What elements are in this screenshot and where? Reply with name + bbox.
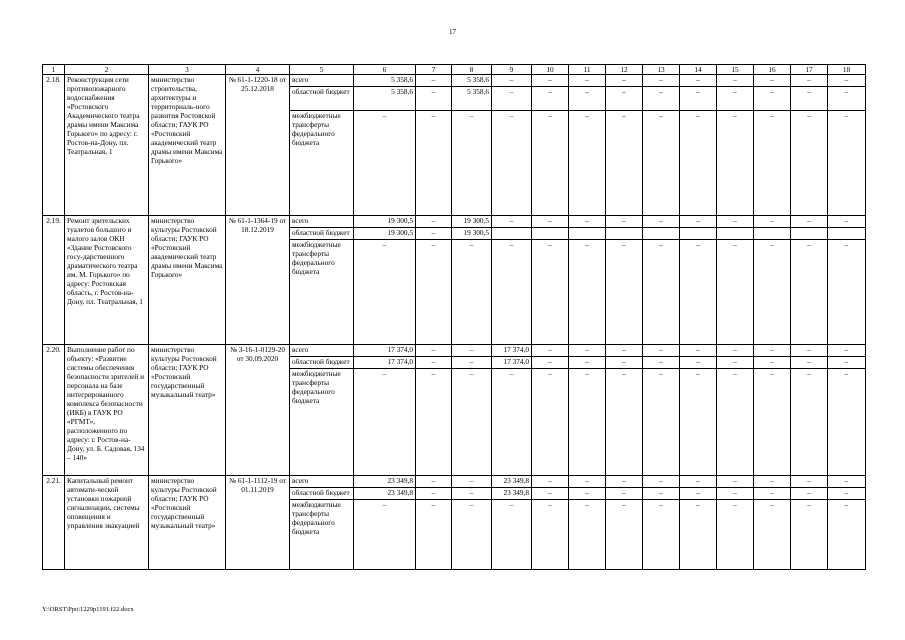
row-number: 2.18. xyxy=(43,75,65,216)
header-cell: 6 xyxy=(354,65,416,75)
value-cell: 17 374,0 xyxy=(492,345,532,357)
value-cell: – xyxy=(569,216,606,228)
value-cell: – xyxy=(754,500,791,570)
value-cell: 23 349,8 xyxy=(354,476,416,488)
row-number: 2.19. xyxy=(43,216,65,345)
value-cell: – xyxy=(754,369,791,476)
value-cell: – xyxy=(828,500,866,570)
document-number: № 3-16-1-0129-20 от 30.09.2020 xyxy=(226,345,290,476)
header-cell: 13 xyxy=(643,65,680,75)
value-cell: – xyxy=(354,369,416,476)
value-cell: – xyxy=(606,357,643,369)
value-cell xyxy=(492,228,532,240)
header-cell: 15 xyxy=(717,65,754,75)
value-cell: – xyxy=(492,240,532,345)
value-cell: – xyxy=(680,75,717,87)
value-cell: – xyxy=(717,476,754,488)
value-cell: – xyxy=(791,111,828,216)
value-cell: – xyxy=(643,111,680,216)
funding-source: всего xyxy=(290,476,354,488)
value-cell xyxy=(680,228,717,240)
value-cell: – xyxy=(717,345,754,357)
value-cell: – xyxy=(828,75,866,87)
value-cell: – xyxy=(569,476,606,488)
object-name: Выполнение работ по объекту: «Развитие системы обеспечения безопасности зрителей и персонала на базе интегрированного комплекса безопасности (ИКБ) в ГАУК РО «РГМТ», расположенного по адресу: г. Ростов-на-Дону, ул. Б. Садовая, 134 – 140» xyxy=(65,345,149,476)
funding-source: областной бюджет xyxy=(290,87,354,111)
value-cell: – xyxy=(643,357,680,369)
value-cell: – xyxy=(680,345,717,357)
value-cell: – xyxy=(416,500,452,570)
value-cell: – xyxy=(754,87,791,111)
value-cell: – xyxy=(754,476,791,488)
header-cell: 2 xyxy=(65,65,149,75)
value-cell: 19 300,5 xyxy=(354,228,416,240)
value-cell xyxy=(532,228,569,240)
value-cell: – xyxy=(717,500,754,570)
header-cell: 1 xyxy=(43,65,65,75)
value-cell: 5 358,6 xyxy=(452,75,492,87)
funding-source: межбюджетные трансферты федерального бюджета xyxy=(290,500,354,570)
value-cell xyxy=(606,228,643,240)
value-cell: – xyxy=(492,500,532,570)
value-cell: – xyxy=(791,357,828,369)
funding-source: областной бюджет xyxy=(290,228,354,240)
value-cell: – xyxy=(452,357,492,369)
value-cell: – xyxy=(606,488,643,500)
header-cell: 14 xyxy=(680,65,717,75)
value-cell: – xyxy=(569,111,606,216)
value-cell: – xyxy=(717,240,754,345)
value-cell: – xyxy=(828,488,866,500)
table-row xyxy=(43,345,866,357)
value-cell: – xyxy=(532,240,569,345)
value-cell: – xyxy=(643,240,680,345)
value-cell: 19 300,5 xyxy=(354,216,416,228)
value-cell: – xyxy=(754,488,791,500)
value-cell: – xyxy=(532,369,569,476)
header-row xyxy=(43,65,866,75)
value-cell: 19 300,5 xyxy=(452,228,492,240)
value-cell: – xyxy=(680,111,717,216)
funding-source: областной бюджет xyxy=(290,488,354,500)
value-cell: – xyxy=(754,357,791,369)
funding-source: межбюджетные трансферты федерального бюджета xyxy=(290,111,354,216)
value-cell: – xyxy=(754,111,791,216)
value-cell: – xyxy=(532,75,569,87)
value-cell: – xyxy=(606,216,643,228)
value-cell: – xyxy=(791,216,828,228)
value-cell: – xyxy=(532,357,569,369)
document-number: № 61-1-1364-19 от 18.12.2019 xyxy=(226,216,290,345)
funding-source: всего xyxy=(290,75,354,87)
value-cell: – xyxy=(754,240,791,345)
value-cell: – xyxy=(606,476,643,488)
responsible-org: министерство культуры Ростовской области; ГАУК РО «Ростовский академический театр драмы имени Максима Горького» xyxy=(149,216,226,345)
value-cell: – xyxy=(828,357,866,369)
value-cell xyxy=(569,228,606,240)
value-cell: – xyxy=(606,369,643,476)
value-cell: – xyxy=(416,216,452,228)
value-cell: – xyxy=(828,369,866,476)
value-cell: – xyxy=(680,500,717,570)
header-cell: 8 xyxy=(452,65,492,75)
value-cell: – xyxy=(643,476,680,488)
value-cell: – xyxy=(680,87,717,111)
row-number: 2.20. xyxy=(43,345,65,476)
value-cell: – xyxy=(416,488,452,500)
value-cell: – xyxy=(416,357,452,369)
value-cell: – xyxy=(532,500,569,570)
value-cell: – xyxy=(791,500,828,570)
value-cell: – xyxy=(354,111,416,216)
value-cell: – xyxy=(643,488,680,500)
value-cell: – xyxy=(791,476,828,488)
value-cell: – xyxy=(416,345,452,357)
value-cell: – xyxy=(828,240,866,345)
header-cell: 9 xyxy=(492,65,532,75)
value-cell: – xyxy=(828,111,866,216)
value-cell: – xyxy=(452,369,492,476)
value-cell: 5 358,6 xyxy=(354,75,416,87)
value-cell: – xyxy=(452,240,492,345)
funding-source: межбюджетные трансферты федерального бюджета xyxy=(290,240,354,345)
value-cell: – xyxy=(416,111,452,216)
value-cell: – xyxy=(532,476,569,488)
value-cell: – xyxy=(680,476,717,488)
value-cell xyxy=(828,228,866,240)
value-cell: – xyxy=(452,111,492,216)
value-cell: – xyxy=(416,476,452,488)
value-cell: 19 300,5 xyxy=(452,216,492,228)
value-cell: – xyxy=(532,345,569,357)
value-cell: – xyxy=(717,488,754,500)
value-cell: – xyxy=(828,87,866,111)
value-cell: – xyxy=(643,369,680,476)
value-cell: – xyxy=(791,87,828,111)
object-name: Ремонт зрительских туалетов большого и малого залов ОКН «Здание Ростовского госу-дарственного драматического театра им. М. Горького» по адресу: Ростовская область, г. Ростов-на-Дону, пл. Театральная, 1 xyxy=(65,216,149,345)
budget-table xyxy=(42,64,866,570)
value-cell: – xyxy=(492,87,532,111)
value-cell: – xyxy=(717,357,754,369)
value-cell: – xyxy=(569,369,606,476)
value-cell: – xyxy=(452,345,492,357)
value-cell: – xyxy=(828,345,866,357)
table-row xyxy=(43,476,866,488)
value-cell: – xyxy=(643,345,680,357)
header-cell: 10 xyxy=(532,65,569,75)
value-cell: – xyxy=(606,240,643,345)
value-cell: 17 374,0 xyxy=(492,357,532,369)
value-cell: – xyxy=(569,87,606,111)
value-cell: – xyxy=(354,500,416,570)
value-cell: – xyxy=(569,240,606,345)
footer-path: Y:\ORST\Ppo\1229p1191.f22.docx xyxy=(42,606,134,613)
header-cell: 18 xyxy=(828,65,866,75)
value-cell: – xyxy=(754,345,791,357)
document-number: № 61-1-1220-18 от 25.12.2018 xyxy=(226,75,290,216)
value-cell xyxy=(791,228,828,240)
responsible-org: министерство культуры Ростовской области; ГАУК РО «Ростовский государственный музыкальный театр» xyxy=(149,345,226,476)
table-row xyxy=(43,216,866,228)
value-cell: 5 358,6 xyxy=(354,87,416,111)
value-cell: – xyxy=(643,87,680,111)
funding-source: межбюджетные трансферты федерального бюджета xyxy=(290,369,354,476)
value-cell: – xyxy=(717,75,754,87)
funding-source: всего xyxy=(290,216,354,228)
funding-source: всего xyxy=(290,345,354,357)
value-cell: – xyxy=(791,75,828,87)
header-cell: 7 xyxy=(416,65,452,75)
value-cell: 5 358,6 xyxy=(452,87,492,111)
value-cell: – xyxy=(532,216,569,228)
value-cell: – xyxy=(680,357,717,369)
document-number: № 61-1-1112-19 от 01.11.2019 xyxy=(226,476,290,570)
responsible-org: министерство строительства, архитектуры и территориаль-ного развития Ростовской области; ГАУК РО «Ростовский академический театр драмы имени Максима Горького» xyxy=(149,75,226,216)
value-cell: – xyxy=(754,75,791,87)
value-cell: – xyxy=(717,216,754,228)
value-cell: – xyxy=(606,75,643,87)
responsible-org: министерство культуры Ростовской области; ГАУК РО «Ростовский государственный музыкальный театр» xyxy=(149,476,226,570)
header-cell: 5 xyxy=(290,65,354,75)
value-cell: 17 374,0 xyxy=(354,357,416,369)
value-cell: – xyxy=(492,111,532,216)
value-cell: – xyxy=(791,488,828,500)
value-cell: 23 349,8 xyxy=(492,488,532,500)
value-cell: – xyxy=(492,75,532,87)
value-cell: 23 349,8 xyxy=(492,476,532,488)
value-cell: – xyxy=(791,345,828,357)
value-cell: – xyxy=(354,240,416,345)
value-cell: 17 374,0 xyxy=(354,345,416,357)
value-cell: – xyxy=(416,228,452,240)
value-cell: – xyxy=(452,500,492,570)
value-cell: – xyxy=(606,500,643,570)
value-cell xyxy=(643,228,680,240)
value-cell: – xyxy=(643,216,680,228)
value-cell: – xyxy=(569,500,606,570)
row-number: 2.21. xyxy=(43,476,65,570)
header-cell: 16 xyxy=(754,65,791,75)
value-cell: – xyxy=(680,216,717,228)
value-cell: – xyxy=(416,240,452,345)
object-name: Капитальный ремонт автомати-ческой установки пожарной сигнализации, системы оповещения и управления эвакуацией xyxy=(65,476,149,570)
value-cell: – xyxy=(606,87,643,111)
value-cell: – xyxy=(680,369,717,476)
value-cell: – xyxy=(791,240,828,345)
value-cell: – xyxy=(492,369,532,476)
value-cell xyxy=(754,228,791,240)
funding-source: областной бюджет xyxy=(290,357,354,369)
table-row xyxy=(43,75,866,87)
value-cell: – xyxy=(416,75,452,87)
header-cell: 3 xyxy=(149,65,226,75)
value-cell: – xyxy=(452,488,492,500)
value-cell: – xyxy=(680,488,717,500)
object-name: Реконструкция сети противопожарного водоснабжения «Ростовского Академического театра драмы имени Максима Горького» по адресу: г. Ростов-на-Дону, пл. Театральная, 1 xyxy=(65,75,149,216)
value-cell: – xyxy=(680,240,717,345)
value-cell: – xyxy=(532,111,569,216)
value-cell: – xyxy=(569,345,606,357)
value-cell: – xyxy=(643,500,680,570)
value-cell: – xyxy=(492,216,532,228)
value-cell: – xyxy=(828,476,866,488)
value-cell: – xyxy=(532,87,569,111)
value-cell: – xyxy=(754,216,791,228)
value-cell: – xyxy=(532,488,569,500)
header-cell: 11 xyxy=(569,65,606,75)
header-cell: 17 xyxy=(791,65,828,75)
value-cell: – xyxy=(643,75,680,87)
page-number: 17 xyxy=(449,28,456,36)
value-cell: – xyxy=(606,111,643,216)
value-cell: – xyxy=(717,369,754,476)
value-cell: – xyxy=(569,75,606,87)
value-cell: – xyxy=(416,369,452,476)
header-cell: 12 xyxy=(606,65,643,75)
value-cell: – xyxy=(606,345,643,357)
value-cell: – xyxy=(569,488,606,500)
value-cell: – xyxy=(828,216,866,228)
value-cell: 23 349,8 xyxy=(354,488,416,500)
value-cell: – xyxy=(717,111,754,216)
header-cell: 4 xyxy=(226,65,290,75)
value-cell: – xyxy=(452,476,492,488)
value-cell: – xyxy=(416,87,452,111)
value-cell: – xyxy=(569,357,606,369)
value-cell: – xyxy=(717,87,754,111)
value-cell xyxy=(717,228,754,240)
value-cell: – xyxy=(791,369,828,476)
